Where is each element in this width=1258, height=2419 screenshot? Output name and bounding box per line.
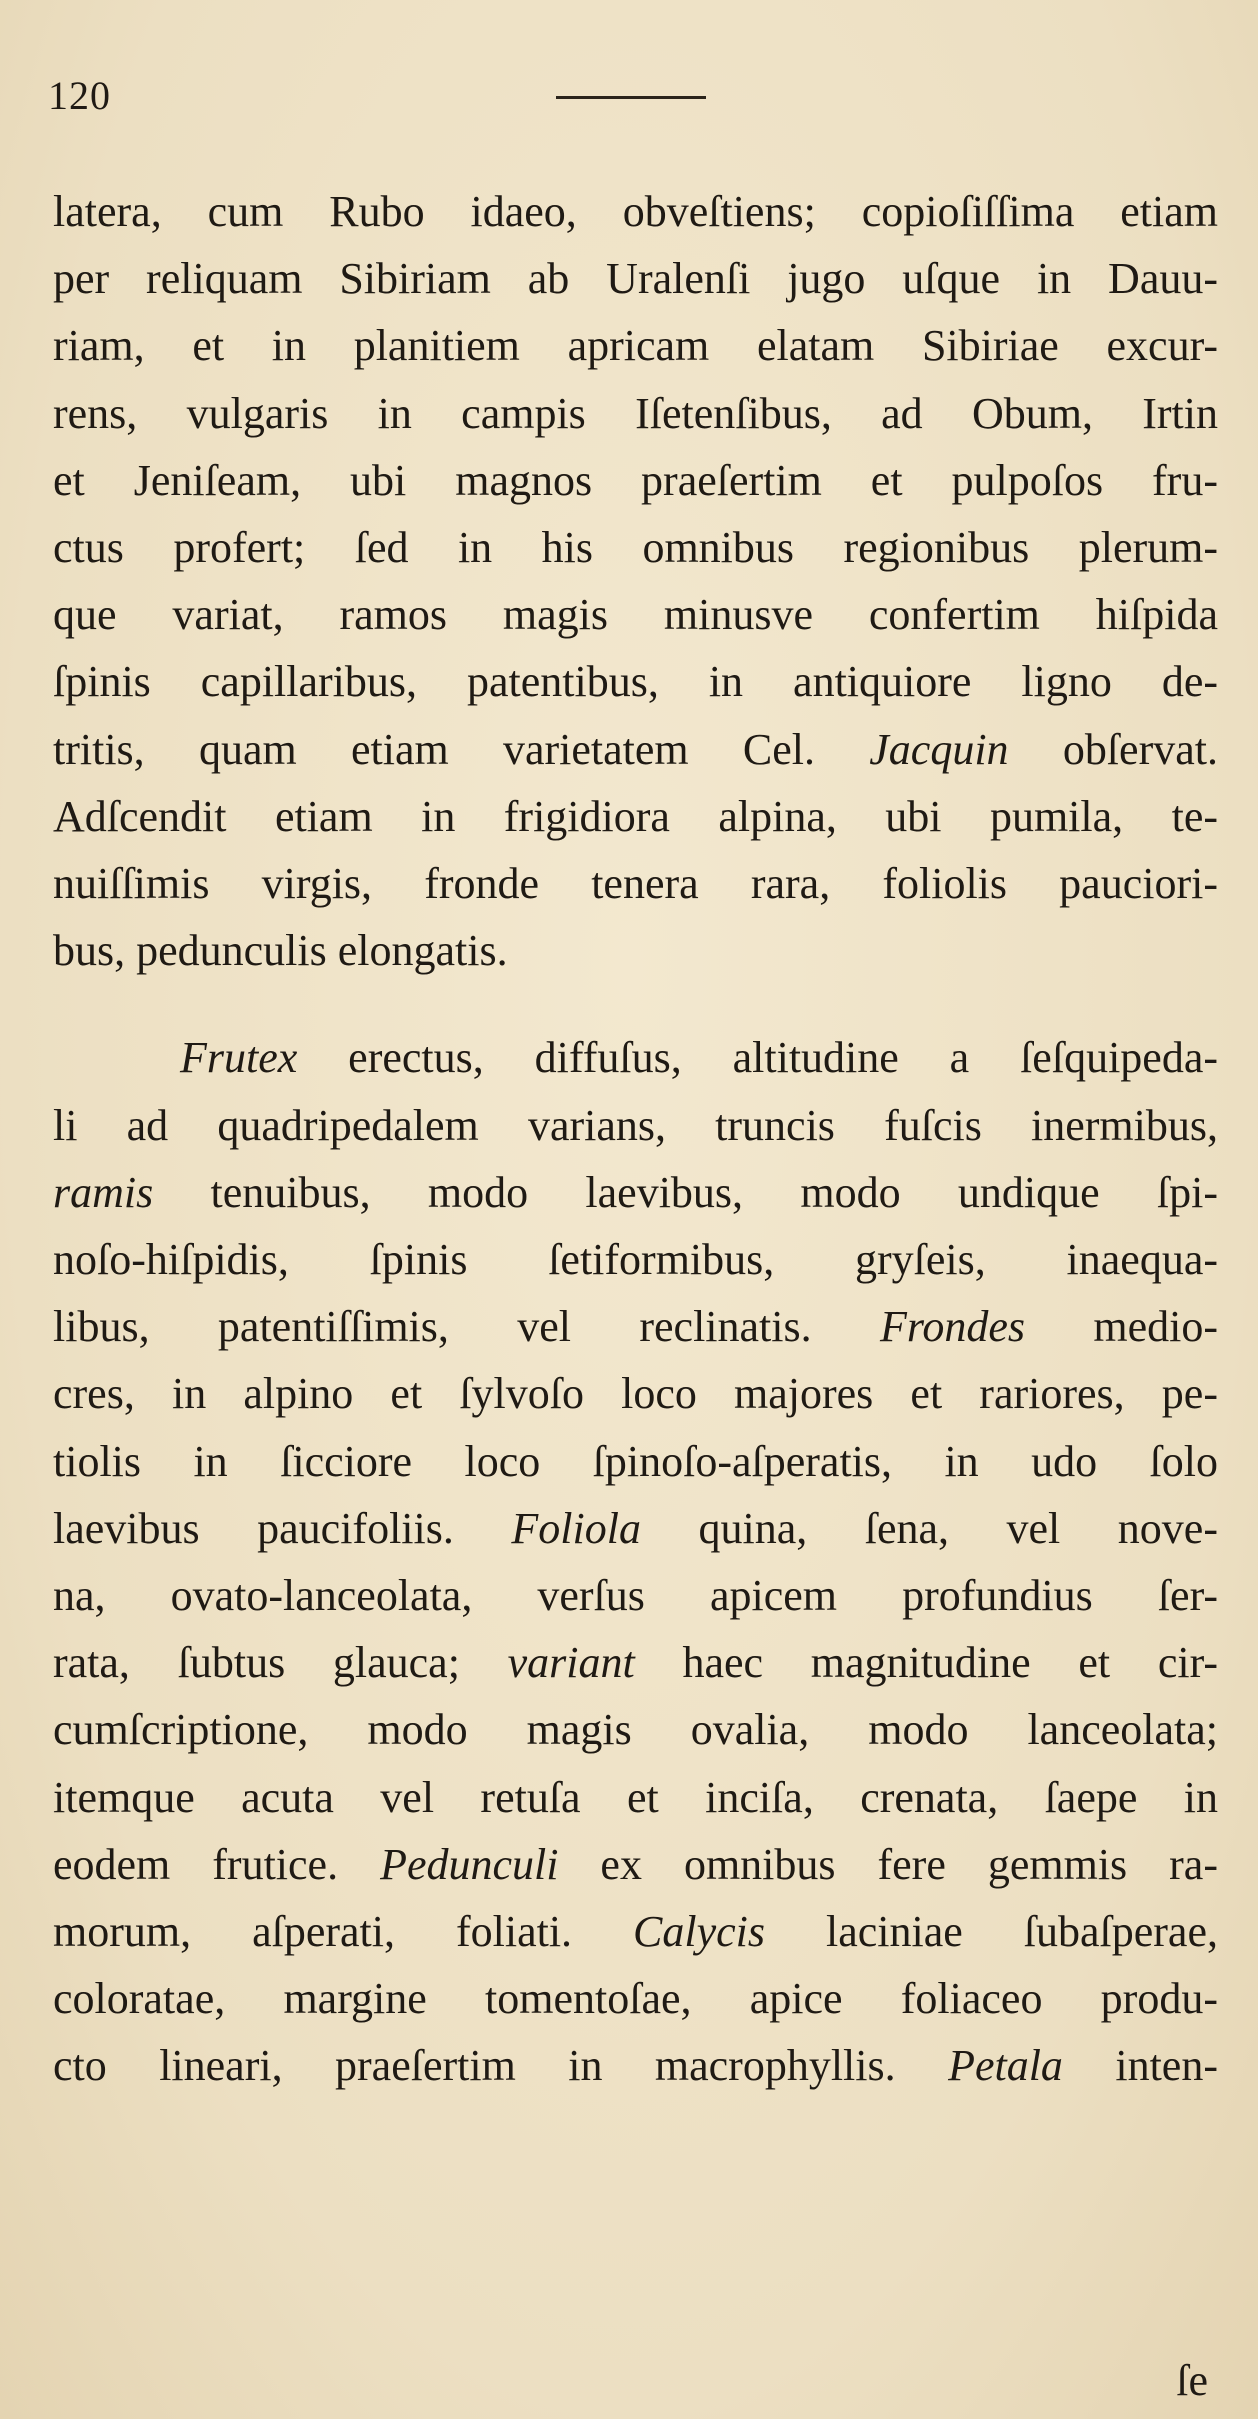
text-line: riam, et in planitiem apricam elatam Sibiriae excur- bbox=[53, 321, 1218, 371]
text-line: bus, pedunculis elongatis. bbox=[53, 926, 508, 976]
italic-term: Jacquin bbox=[869, 724, 1009, 774]
text-line: ſpinis capillaribus, patentibus, in antiquiore ligno de- bbox=[53, 657, 1218, 707]
text-run: morum, aſperati, foliati. bbox=[53, 1907, 634, 1956]
text-line: que variat, ramos magis minusve confertim hiſpida bbox=[53, 590, 1218, 640]
text-line: noſo-hiſpidis, ſpinis ſetiformibus, gryſeis, inaequa- bbox=[53, 1235, 1218, 1284]
text-line: cres, in alpino et ſylvoſo loco majores et rariores, pe- bbox=[53, 1369, 1218, 1419]
text-line: nuiſſimis virgis, fronde tenera rara, foliolis pauciori- bbox=[53, 859, 1218, 908]
text-line bbox=[180, 1033, 1218, 1083]
italic-term: Frondes bbox=[879, 1302, 1025, 1352]
italic-term: Pedunculi bbox=[380, 1839, 559, 1889]
text-line: Adſcendit etiam in frigidiora alpina, ubi pumila, te- bbox=[53, 791, 1218, 841]
italic-term: Foliola bbox=[511, 1503, 641, 1553]
text-line: li ad quadripedalem varians, truncis fuſcis inermibus, bbox=[53, 1100, 1218, 1150]
text-line bbox=[53, 1302, 1218, 1352]
text-run: quina, ſena, vel nove- bbox=[640, 1503, 1218, 1553]
text-line: tiolis in ſicciore loco ſpinoſo-aſperatis, in udo ſolo bbox=[53, 1436, 1218, 1486]
text-line bbox=[53, 1907, 1218, 1956]
header-rule bbox=[556, 96, 706, 99]
text-line: na, ovato-lanceolata, verſus apicem profundius ſer- bbox=[53, 1571, 1218, 1620]
text-run: eodem frutice. bbox=[53, 1839, 381, 1889]
text-run: ex omnibus fere gemmis ra- bbox=[558, 1839, 1218, 1889]
italic-term: Petala bbox=[948, 2041, 1063, 2091]
text-line bbox=[53, 1503, 1218, 1553]
italic-term: Calycis bbox=[633, 1907, 766, 1956]
italic-term: variant bbox=[507, 1638, 635, 1688]
text-run: tritis, quam etiam varietatem Cel. bbox=[53, 724, 870, 774]
text-line: et Jeniſeam, ubi magnos praeſertim et pulpoſos fru- bbox=[53, 455, 1218, 505]
text-run: inten- bbox=[1062, 2041, 1218, 2091]
text-run: obſervat. bbox=[1008, 724, 1218, 774]
text-line: itemque acuta vel retuſa et inciſa, crenata, ſaepe in bbox=[53, 1772, 1218, 1822]
text-run: laciniae ſubaſperae, bbox=[765, 1907, 1218, 1956]
text-run: tenuibus, modo laevibus, modo undique ſpi- bbox=[153, 1167, 1218, 1217]
text-line bbox=[53, 1638, 1219, 1688]
text-run: cto lineari, praeſertim in macrophyllis. bbox=[53, 2041, 949, 2091]
page-number: 120 bbox=[48, 73, 111, 118]
text-line bbox=[53, 724, 1218, 774]
text-line: coloratae, margine tomentoſae, apice foliaceo produ- bbox=[53, 1974, 1218, 2024]
text-run: haec magnitudine et cir- bbox=[634, 1638, 1219, 1688]
text-run: erectus, diffuſus, altitudine a ſeſquipeda- bbox=[297, 1033, 1218, 1083]
text-line: ctus profert; ſed in his omnibus regionibus plerum- bbox=[53, 523, 1218, 572]
text-line: cumſcriptione, modo magis ovalia, modo lanceolata; bbox=[53, 1705, 1218, 1755]
text-run: medio- bbox=[1025, 1302, 1218, 1352]
text-line bbox=[53, 1839, 1218, 1889]
catchword: ſe bbox=[1176, 2356, 1208, 2405]
text-line bbox=[53, 2041, 1218, 2091]
italic-term: Frutex bbox=[180, 1033, 298, 1083]
italic-term: ramis bbox=[53, 1167, 154, 1217]
text-line: per reliquam Sibiriam ab Uralenſi jugo uſque in Dauu- bbox=[53, 254, 1218, 304]
text-run: laevibus paucifoliis. bbox=[53, 1503, 512, 1553]
text-line bbox=[53, 1167, 1218, 1217]
text-run: libus, patentiſſimis, vel reclinatis. bbox=[53, 1302, 880, 1352]
text-run: rata, ſubtus glauca; bbox=[53, 1638, 508, 1688]
text-line: latera, cum Rubo idaeo, obveſtiens; copioſiſſima etiam bbox=[53, 187, 1218, 236]
text-line: rens, vulgaris in campis Iſetenſibus, ad Obum, Irtin bbox=[53, 388, 1218, 438]
